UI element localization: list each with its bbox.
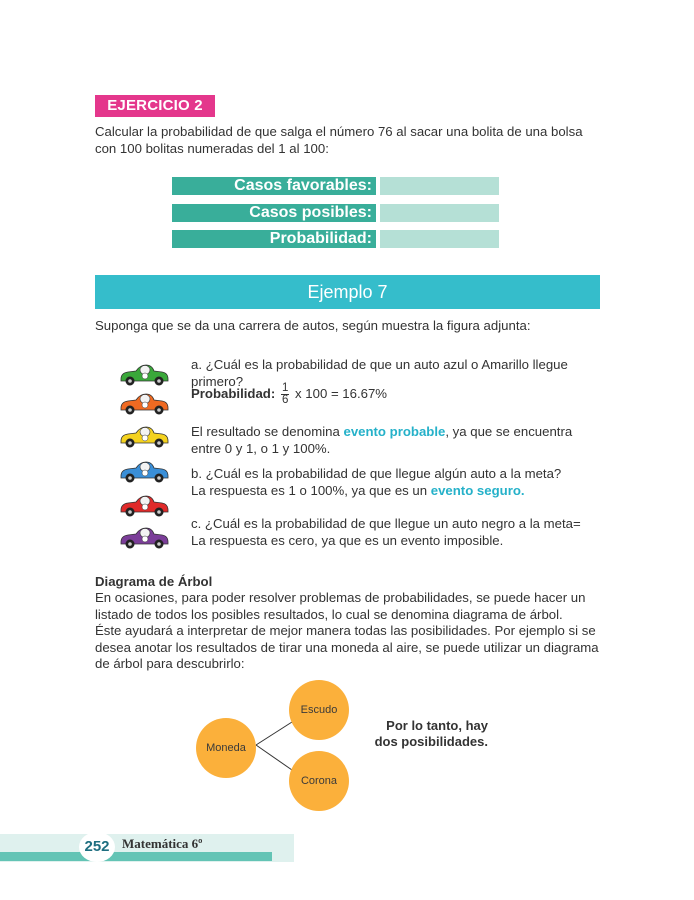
possible-cases-label: Casos posibles: [172, 204, 376, 222]
tree-description-line-1: En ocasiones, para poder resolver problemas de probabilidades, se puede hacer un [95, 590, 586, 605]
fraction-numerator: 1 [281, 382, 289, 395]
probable-event-pre: El resultado se denomina [191, 424, 344, 439]
book-title: Matemática 6º [122, 836, 203, 851]
probable-event-highlight: evento probable [343, 424, 446, 439]
example-title-banner: Ejemplo 7 [95, 275, 600, 309]
tree-heading: Diagrama de Árbol [95, 574, 213, 589]
probability-formula-label: Probabilidad: [191, 386, 276, 401]
tree-branch-top-line [256, 722, 292, 745]
tree-description-line-4: desea anotar los resultados de tirar una moneda al aire, se puede utilizar un diagrama [95, 639, 599, 655]
question-c-line-1: c. ¿Cuál es la probabilidad de que llegue un auto negro a la meta= [191, 516, 581, 531]
tree-description-line-5: de árbol para descubrirlo: [95, 656, 245, 671]
tree-branch-bottom-line [256, 745, 292, 770]
probable-event-post: , ya que se encuentra [445, 424, 573, 439]
tree-conclusion-line-1: Por lo tanto, hay [386, 718, 488, 733]
tree-conclusion-line-2: dos posibilidades. [374, 734, 488, 749]
tree-description-line-3: Éste ayudará a interpretar de mejor manera todas las posibilidades. Por ejemplo si se [95, 623, 596, 638]
page-number: 252 [79, 832, 115, 862]
tree-branch-corona: Corona [289, 751, 349, 811]
tree-branch-escudo: Escudo [289, 680, 349, 740]
exercise-statement-line-1: Calcular la probabilidad de que salga el número 76 al sacar una bolita de una bolsa [95, 124, 583, 139]
probability-label: Probabilidad: [172, 230, 376, 248]
question-c-line-2: La respuesta es cero, ya que es un evento imposible. [191, 532, 504, 548]
probable-event-line-2: entre 0 y 1, o 1 y 100%. [191, 440, 331, 456]
tree-root-moneda: Moneda [196, 718, 256, 778]
question-b-answer-pre: La respuesta es 1 o 100%, ya que es un [191, 482, 431, 498]
probability-formula-rest: x 100 = 16.67% [295, 386, 388, 401]
question-b-line-1: b. ¿Cuál es la probabilidad de que llegue algún auto a la meta? [191, 466, 562, 481]
footer-accent-bar [0, 852, 272, 861]
question-b-highlight: evento seguro. [430, 482, 525, 498]
fraction-denominator: 6 [281, 394, 289, 407]
favorable-cases-label: Casos favorables: [172, 177, 376, 195]
exercise-statement-line-2: con 100 bolitas numeradas del 1 al 100: [95, 140, 329, 156]
question-a-line-1: a. ¿Cuál es la probabilidad de que un auto azul o Amarillo llegue [191, 357, 568, 372]
tree-description-line-2: listado de todos los posibles resultados, lo cual se denomina diagrama de árbol. [95, 606, 563, 622]
question-a-line-2: primero? [191, 373, 244, 389]
example-intro: Suponga que se da una carrera de autos, según muestra la figura adjunta: [95, 318, 531, 333]
exercise-badge: EJERCICIO 2 [95, 95, 215, 117]
tree-conclusion [358, 718, 488, 750]
